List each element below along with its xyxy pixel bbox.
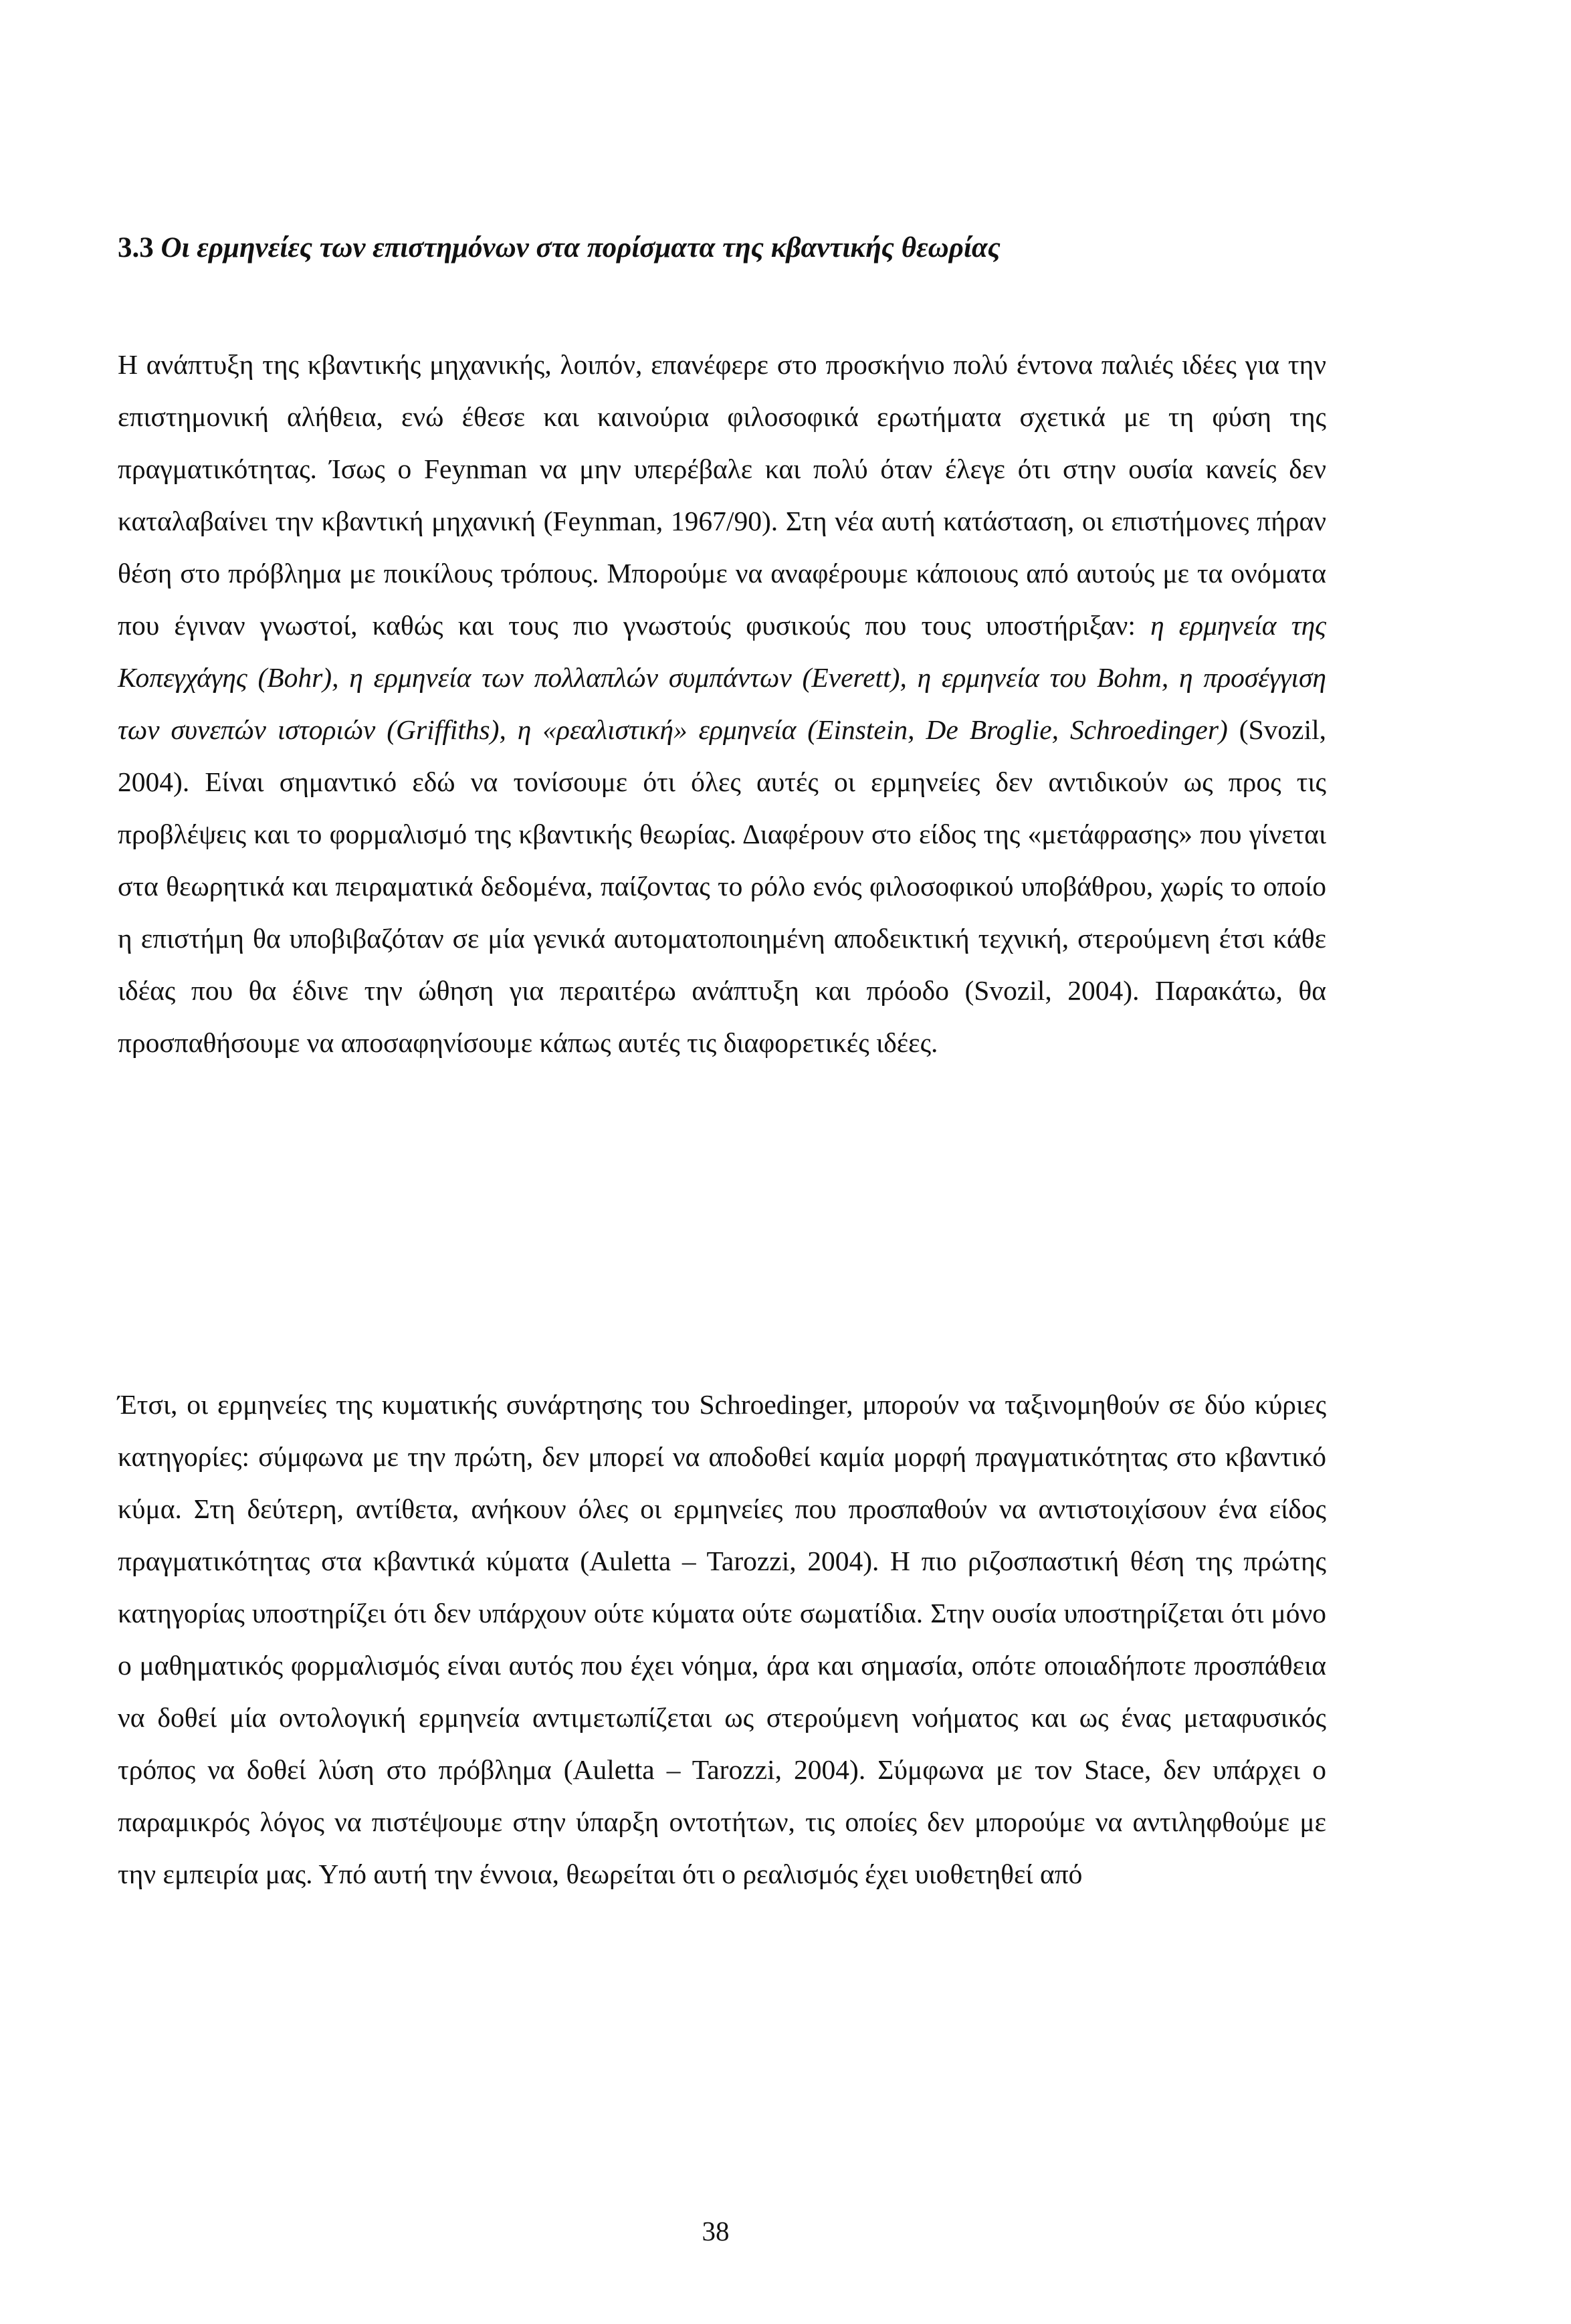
paragraph-text-continued: (Svozil, 2004). Είναι σημαντικό εδώ να τονίσουμε ότι όλες αυτές οι ερμηνείες δεν αντιδικούν ως προς τις προβλέψεις και το φορμαλισμό της κβαντικής θεωρίας. Διαφέρουν στο είδος της «μετάφρασης» που γίνεται στα θεωρητικά και πειραματικά δεδομένα, παίζοντας το ρόλο ενός φιλοσοφικού υποβάθρου, χωρίς το οποίο η επιστήμη θα υποβιβαζόταν σε μία γενικά αυτοματοποιημένη αποδεικτική τεχνική, στερούμενη έτσι κάθε ιδέας που θα έδινε την ώθηση για περαιτέρω ανάπτυξη και πρόοδο (Svozil, 2004). Παρακάτω, θα προσπαθήσουμε να αποσαφηνίσουμε κάπως αυτές τις διαφορετικές ιδέες. [118,714,1327,1058]
paragraph-text: Η ανάπτυξη της κβαντικής μηχανικής, λοιπόν, επανέφερε στο προσκήνιο πολύ έντονα παλιές ιδέες για την επιστημονική αλήθεια, ενώ έθεσε και καινούρια φιλοσοφικά ερωτήματα σχετικά με τη φύση της πραγματικότητας. Ίσως ο Feynman να μην υπερέβαλε και πολύ όταν έλεγε ότι στην ουσία κανείς δεν καταλαβαίνει την κβαντική μηχανική (Feynman, 1967/90). Στη νέα αυτή κατάσταση, οι επιστήμονες πήραν θέση στο πρόβλημα με ποικίλους τρόπους. Μπορούμε να αναφέρουμε κάποιους από αυτούς με τα ονόματα που έγιναν γνωστοί, καθώς και τους πιο γνωστούς φυσικούς που τους υποστήριξαν: [118,349,1326,641]
page-number: 38 [702,2216,730,2246]
interpretations-list: η ερμηνεία της Κοπεγχάγης (Bohr), η ερμηνεία των πολλαπλών συμπάντων (Everett), η ερμηνεία του Bohm, η προσέγγιση των συνεπών ιστοριών (Griffiths), η «ρεαλιστική» ερμηνεία (Einstein, De Broglie, Schroedinger) [118,610,1327,745]
section-title: Οι ερμηνείες των επιστημόνων στα πορίσματα της κβαντικής θεωρίας [161,232,1001,263]
paragraph-text: Έτσι, οι ερμηνείες της κυματικής συνάρτησης του Schroedinger, μπορούν να ταξινομηθούν σε δύο κύριες κατηγορίες: σύμφωνα με την πρώτη, δεν μπορεί να αποδοθεί καμία μορφή πραγματικότητας στο κβαντικό κύμα. Στη δεύτερη, αντίθετα, ανήκουν όλες οι ερμηνείες που προσπαθούν να αντιστοιχίσουν ένα είδος πραγματικότητας στα κβαντικά κύματα (Auletta – Tarozzi, 2004). Η πιο ριζοσπαστική θέση της πρώτης κατηγορίας υποστηρίζει ότι δεν υπάρχουν ούτε κύματα ούτε σωματίδια. Στην ουσία υποστηρίζεται ότι μόνο ο μαθηματικός φορμαλισμός είναι αυτός που έχει νόημα, άρα και σημασία, οπότε οποιαδήποτε προσπάθεια να δοθεί μία οντολογική ερμηνεία αντιμετωπίζεται ως στερούμενη νοήματος και ως ένας μεταφυσικός τρόπος να δοθεί λύση στο πρόβλημα (Auletta – Tarozzi, 2004). Σύμφωνα με τον Stace, δεν υπάρχει ο παραμικρός λόγος να πιστέψουμε στην ύπαρξη οντοτήτων, τις οποίες δεν μπορούμε να αντιληφθούμε με την εμπειρία μας. Υπό αυτή την έννοια, θεωρείται ότι ο ρεαλισμός έχει υιοθετηθεί από [118,1389,1326,1889]
paragraph-wavefunction-categories [118,1378,1326,1900]
section-number: 3.3 [118,232,154,263]
section-heading [118,229,1429,267]
paragraph-interpretations-intro [118,338,1326,1069]
